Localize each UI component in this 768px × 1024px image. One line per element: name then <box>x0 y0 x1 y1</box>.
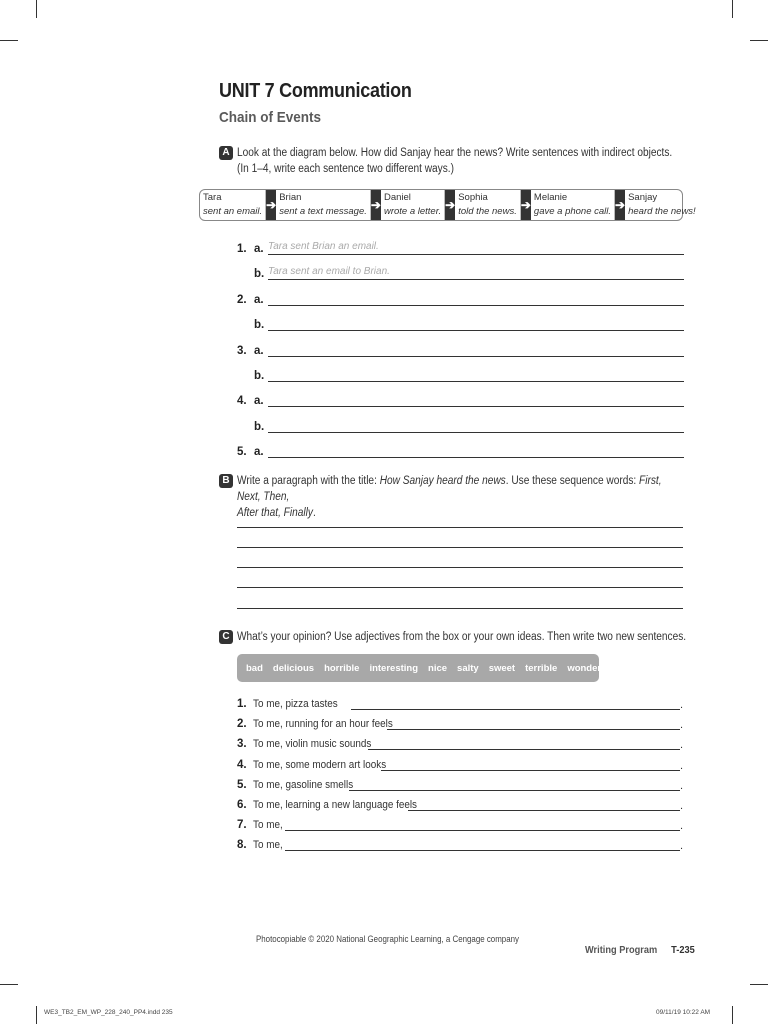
answer-line[interactable] <box>268 457 684 458</box>
adjective-word: bad <box>246 662 263 674</box>
item-letter: a. <box>254 293 264 306</box>
answer-line[interactable] <box>285 850 680 851</box>
copyright-notice: Photocopiable © 2020 National Geographic Learning, a Cengage company <box>256 934 519 944</box>
section-a-instruction-line2: (In 1–4, write each sentence two different ways.) <box>237 163 454 175</box>
answer-line[interactable] <box>285 830 680 831</box>
sample-answer: Tara sent Brian an email. <box>268 241 379 252</box>
paragraph-line[interactable] <box>237 567 683 568</box>
chain-step <box>531 190 615 220</box>
chain-step-name: Daniel <box>383 192 411 203</box>
item-letter: a. <box>254 395 264 408</box>
item-number: 1. <box>237 698 247 710</box>
crop-mark <box>750 40 768 41</box>
chain-step-name: Sophia <box>458 192 488 203</box>
page-subtitle: Chain of Events <box>219 109 322 126</box>
section-c-instruction-text: What’s your opinion? Use adjectives from the box or your own ideas. Then write two new sentences. <box>237 631 687 643</box>
section-b-words-2: After that, Finally <box>237 507 313 519</box>
adjective-word: terrible <box>525 662 558 674</box>
answer-line[interactable] <box>268 381 684 382</box>
section-b-text-end: . <box>312 507 316 519</box>
chain-step-name: Melanie <box>533 192 568 203</box>
item-letter: b. <box>254 268 265 281</box>
sentence-stem: To me, running for an hour feels <box>253 718 393 731</box>
adjective-word: wonderful <box>567 662 613 674</box>
answer-line[interactable] <box>387 729 680 730</box>
item-letter: b. <box>254 420 265 433</box>
section-a-instruction <box>219 145 739 177</box>
chain-step-action: told the news. <box>458 206 517 217</box>
chain-step-action: wrote a letter. <box>383 206 442 217</box>
adjective-box <box>237 654 613 682</box>
arrow-right-icon: ➔ <box>521 190 531 220</box>
answer-line[interactable] <box>268 432 684 433</box>
sentence-period: . <box>680 820 684 833</box>
chain-step-action: sent a text message. <box>279 206 367 217</box>
item-number: 3. <box>237 738 247 751</box>
section-b-instruction <box>219 473 739 521</box>
crop-mark <box>732 1006 733 1024</box>
file-slug: WE3_TB2_EM_WP_228_240_PP4.indd 235 <box>44 1009 173 1016</box>
item-number: 4. <box>237 758 247 771</box>
section-b-words: First, Next, Then, <box>237 475 662 503</box>
answer-line[interactable] <box>351 709 680 710</box>
item-number: 5. <box>237 778 247 791</box>
section-a-instruction-line1: Look at the diagram below. How did Sanjay hear the news? Write sentences with indirect objects. <box>237 147 673 159</box>
item-number: 1. <box>237 243 247 255</box>
sentence-period: . <box>680 719 684 732</box>
sentence-period: . <box>680 840 684 853</box>
crop-mark <box>732 0 733 18</box>
section-b-text-2: . Use these sequence words: <box>505 475 640 487</box>
chain-step-name: Tara <box>203 192 222 203</box>
adjective-word: horrible <box>324 662 360 674</box>
chain-step <box>625 190 699 220</box>
answer-line[interactable] <box>268 254 684 255</box>
sentence-stem: To me, violin music sounds <box>253 738 372 751</box>
arrow-right-icon: ➔ <box>371 190 381 220</box>
item-number: 6. <box>237 799 247 811</box>
paragraph-line[interactable] <box>237 608 683 609</box>
crop-mark <box>36 0 37 18</box>
sentence-stem: To me, learning a new language feels <box>253 799 418 811</box>
page-title: UNIT 7 Communication <box>219 80 412 102</box>
chain-diagram <box>199 189 696 221</box>
item-letter: a. <box>254 344 264 357</box>
answer-line[interactable] <box>268 356 684 357</box>
program-name: Writing Program <box>585 944 658 956</box>
item-number: 8. <box>237 839 247 852</box>
sentence-stem: To me, some modern art looks <box>253 758 387 771</box>
chain-step-action: gave a phone call. <box>533 206 612 217</box>
crop-mark <box>0 40 18 41</box>
item-number: 4. <box>237 395 247 408</box>
sentence-stem: To me, <box>253 839 283 852</box>
item-number: 3. <box>237 344 247 357</box>
chain-step-action: sent an email. <box>203 206 263 217</box>
section-b-title: How Sanjay heard the news <box>379 475 506 487</box>
sentence-period: . <box>680 800 684 812</box>
arrow-right-icon: ➔ <box>445 190 455 220</box>
chain-step <box>276 190 371 220</box>
page-footer <box>585 944 695 956</box>
sentence-period: . <box>680 779 684 792</box>
item-letter: a. <box>254 243 264 255</box>
chain-step-action: heard the news! <box>628 206 696 217</box>
item-number: 2. <box>237 718 247 731</box>
adjective-word: salty <box>457 662 479 674</box>
answer-line[interactable] <box>368 749 680 750</box>
paragraph-line[interactable] <box>237 547 683 548</box>
sentence-period: . <box>680 759 684 772</box>
crop-mark <box>750 984 768 985</box>
date-slug: 09/11/19 10:22 AM <box>656 1009 711 1016</box>
section-b-badge: B <box>219 474 233 488</box>
answer-line[interactable] <box>268 330 684 331</box>
crop-mark <box>36 1006 37 1024</box>
section-b-text-1: Write a paragraph with the title: <box>237 475 380 487</box>
sentence-stem: To me, pizza tastes <box>253 698 338 710</box>
item-letter: b. <box>254 370 265 382</box>
adjective-word: sweet <box>488 662 516 674</box>
answer-line[interactable] <box>381 770 680 771</box>
item-number: 5. <box>237 446 247 459</box>
section-c-instruction <box>219 629 739 645</box>
chain-step <box>455 190 521 220</box>
answer-line[interactable] <box>408 810 680 811</box>
sentence-period: . <box>680 699 684 711</box>
sentence-stem: To me, gasoline smells <box>253 778 354 791</box>
chain-step <box>381 190 445 220</box>
item-number: 7. <box>237 819 247 832</box>
page-number: T-235 <box>671 944 695 956</box>
item-letter: a. <box>254 446 264 459</box>
section-c-badge: C <box>219 630 233 644</box>
answer-line[interactable] <box>268 279 684 280</box>
answer-line[interactable] <box>268 406 684 407</box>
arrow-right-icon: ➔ <box>615 190 625 220</box>
paragraph-line[interactable] <box>237 527 683 528</box>
chain-step-name: Brian <box>279 192 302 203</box>
crop-mark <box>0 984 18 985</box>
sentence-period: . <box>680 739 684 752</box>
section-a-badge: A <box>219 146 233 160</box>
item-letter: b. <box>254 319 265 332</box>
answer-line[interactable] <box>349 790 680 791</box>
paragraph-line[interactable] <box>237 587 683 588</box>
adjective-word: interesting <box>369 662 419 674</box>
sample-answer: Tara sent an email to Brian. <box>268 266 390 278</box>
arrow-right-icon: ➔ <box>266 190 276 220</box>
sentence-stem: To me, <box>253 819 283 832</box>
item-number: 2. <box>237 293 247 306</box>
answer-line[interactable] <box>268 305 684 306</box>
chain-step-name: Sanjay <box>628 192 658 203</box>
chain-step <box>200 190 266 220</box>
adjective-word: nice <box>428 662 448 674</box>
adjective-word: delicious <box>272 662 315 674</box>
